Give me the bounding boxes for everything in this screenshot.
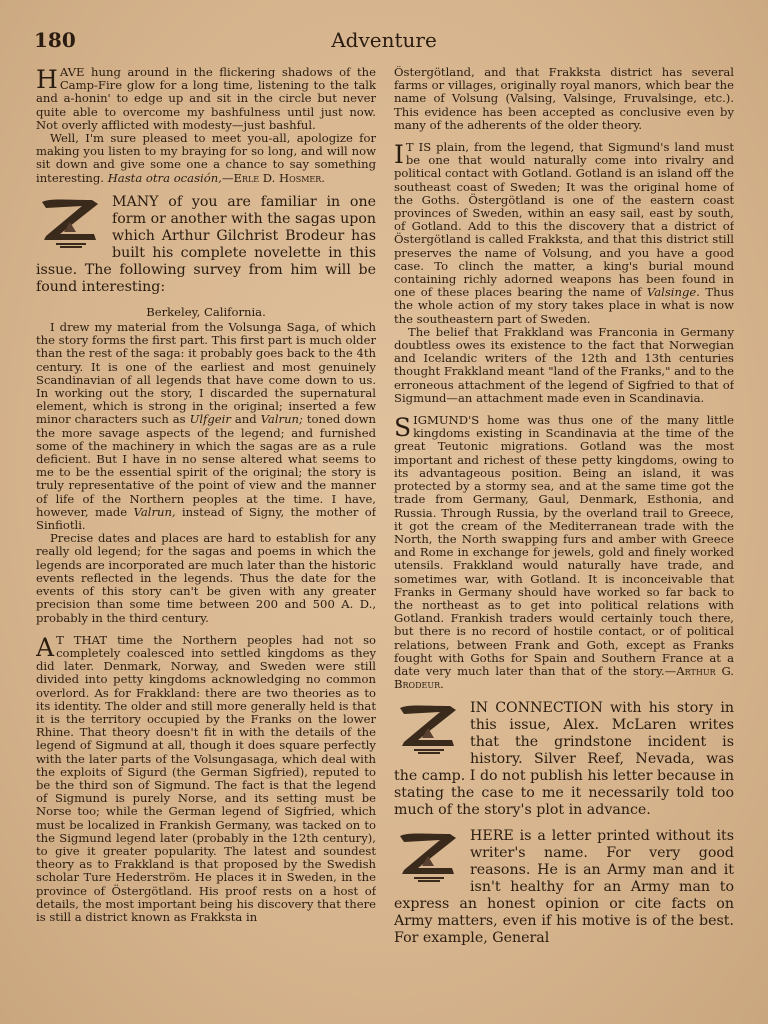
signature-brodeur: —Arthur G. Brodeur. xyxy=(394,663,734,692)
left-column xyxy=(36,66,376,1001)
drop-cap: S xyxy=(394,413,412,443)
brodeur-letter-p2: Precise dates and places are hard to establish for any really old legend; for the sagas and poems in which the legends are incorporated are much later than the historic events reflected in the legends. Thus the date for the events of this story can't be given with any greater precision than some time between 200 and 500 A. D., probably in the third century. xyxy=(36,531,376,625)
army-letter-intro: HERE is a letter printed without its writer's name. For very good reasons. He is an Army man and it isn't healthy for an Army man to express an honest opinion or cite facts on Army matters, even if his motive is of the best. For example, General xyxy=(394,828,734,947)
spanish-signoff: Hasta otra ocasión, xyxy=(107,170,222,185)
brodeur-letter-p7: SIGMUND'S home was thus one of the many little kingdoms existing in Scandinavia at the time of the great Teutonic migrations. Gotland was the most important and richest of these petty kingdoms, owing to its advantageous position. Being an island, it was protected by a stormy sea, and at the same time got the trade from Germany, Gaul, Denmark, Esthonia, and Russia. Through Russia, by the overland trail to Greece, it got the cream of the Mediterranean trade with the North, the North swapping furs and amber with Greece and Rome in exchange for jewels, gold and finely worked utensils. Frakkland would naturally have trade, and sometimes war, with Gotland. It is inconceivable that Franks in Germany should have worked so far back to the northeast as to get into political relations with Gotland. Frankish traders would certainly touch there, but there is no record of hostile contact, or of political relations, between Frank and Goth, except as Franks fought with Goths for Spain and Southern France at a date very much later than that of the story.—Arthur G. Brodeur. xyxy=(394,413,734,692)
signature-hosmer: —Erle D. Hosmer. xyxy=(221,170,325,185)
page-header xyxy=(34,28,734,58)
brodeur-intro: MANY of you are familiar in one form or another with the sagas upon which Arthur Gilchrist Brodeur has built his complete novelette in this issue. The following survey from him will be found interesting: xyxy=(36,193,376,295)
hosmer-letter: HAVE hung around in the flickering shadows of the Camp-Fire glow for a long time, listening to the talk and a-honin' to edge up and sit in the circle but never quite able to overcome my bashfulness until just now. Not overly afflicted with modesty—just bashful. xyxy=(36,66,376,132)
hosmer-letter-cont: Well, I'm sure pleased to meet you-all, apologize for making you listen to my braying for so long, and will now sit down and give some one a chance to say something interesting. Hasta otra ocasión,—Erle D. Hosmer. xyxy=(36,131,376,185)
page-number: 180 xyxy=(34,28,76,52)
camp-fire-emblem-icon xyxy=(36,194,106,250)
mclaren-note: IN CONNECTION with his story in this issue, Alex. McLaren writes that the grindstone incident is history. Silver Reef, Nevada, was the camp. I do not publish his letter because in stating the case to me it necessarily told too much of the story's plot in advance. xyxy=(394,700,734,819)
drop-cap: A xyxy=(36,632,55,662)
running-title: Adventure xyxy=(331,28,437,52)
brodeur-letter-p3: A T THAT time the Northern peoples had not so completely coalesced into settled kingdoms as they did later. Denmark, Norway, and Sweden were still divided into petty kingdoms acknowledging no common overlord. As for Frakkland: there are two theories as to its identity. The older and still more generally held is that it is the territory occupied by the Franks on the lower Rhine. That theory doesn't fit in with the details of the legend of Sigmund at all, though it does square perfectly with the later parts of the Volsungasaga, which deal with the exploits of Sigurd (the German Sigfried), reputed to be the third son of Sigmund. The fact is that the legend of Sigmund is purely Norse, and its setting must be Norse too; while the German legend of Sigfried, which must be localized in Frankish Germany, was tacked on to the Sigmund legend later (probably in the 12th century), to give it greater popularity. The latest and soundest theory as to Frakkland is that proposed by the Swedish scholar Ture Hederström. He places it in Sweden, in the province of Östergötland. His proof rests on a host of details, the most important being his discovery that there is still a district known as Frakksta in xyxy=(36,632,376,924)
brodeur-letter-p1: I drew my material from the Volsunga Saga, of which the story forms the first part. This first part is much older than the rest of the saga: it probably goes back to the 4th century. It is one of the earliest and most genuinely Scandinavian of all legends that have come down to us. In working out the story, I discarded the supernatural element, which is strong in the original; inserted a few minor characters such as Ulfgeir and Valrun; toned down the more savage aspects of the legend; and furnished some of the machinery in which the sagas are as a rule deficient. But I have in no sense altered what seems to me to be the essential spirit of the original; the story is truly representative of the point of view and the manner of life of the Northern peoples at the time. I have, however, made Valrun, instead of Signy, the mother of Sinfiotli. xyxy=(36,320,376,533)
brodeur-letter-p4: Östergötland, and that Frakksta district has several farms or villages, originally royal manors, which bear the name of Volsung (Valsing, Valsinge, Fruvalsinge, etc.). This evidence has been accepted as conclusive even by many of the adherents of the older theory. xyxy=(394,66,734,132)
brodeur-letter-p5: I T IS plain, from the legend, that Sigmund's land must be one that would naturally come into rivalry and political contact with Gotland. Gotland is an island off the southeast coast of Sweden; It was the original home of the Goths. Östergötland is one of the eastern coast provinces of Sweden, within an easy sail, east by south, of Gotland. Add to this the discovery that a district of Östergötland is called Frakksta, and that this district still preserves the name of Volsung, and you have a good case. To clinch the matter, a king's burial mound containing richly adorned weapons has been found in one of these places bearing the name of Valsinge. Thus the whole action of my story takes place in what is now the southeastern part of Sweden. xyxy=(394,140,734,326)
dateline: Berkeley, California. xyxy=(146,304,266,319)
right-column xyxy=(394,66,734,1001)
camp-fire-emblem-icon xyxy=(394,700,464,756)
camp-fire-emblem-icon xyxy=(394,828,464,884)
drop-cap: I xyxy=(394,140,404,170)
drop-cap: H xyxy=(36,66,58,94)
brodeur-letter-p6: The belief that Frakkland was Franconia in Germany doubtless owes its existence to the fact that Norwegian and Icelandic writers of the 12th and 13th centuries thought Frakkland meant "land of the Franks," and to the erroneous attachment of the legend of Sigfried to that of Sigmund—an attachment made even in Scandinavia. xyxy=(394,324,734,405)
